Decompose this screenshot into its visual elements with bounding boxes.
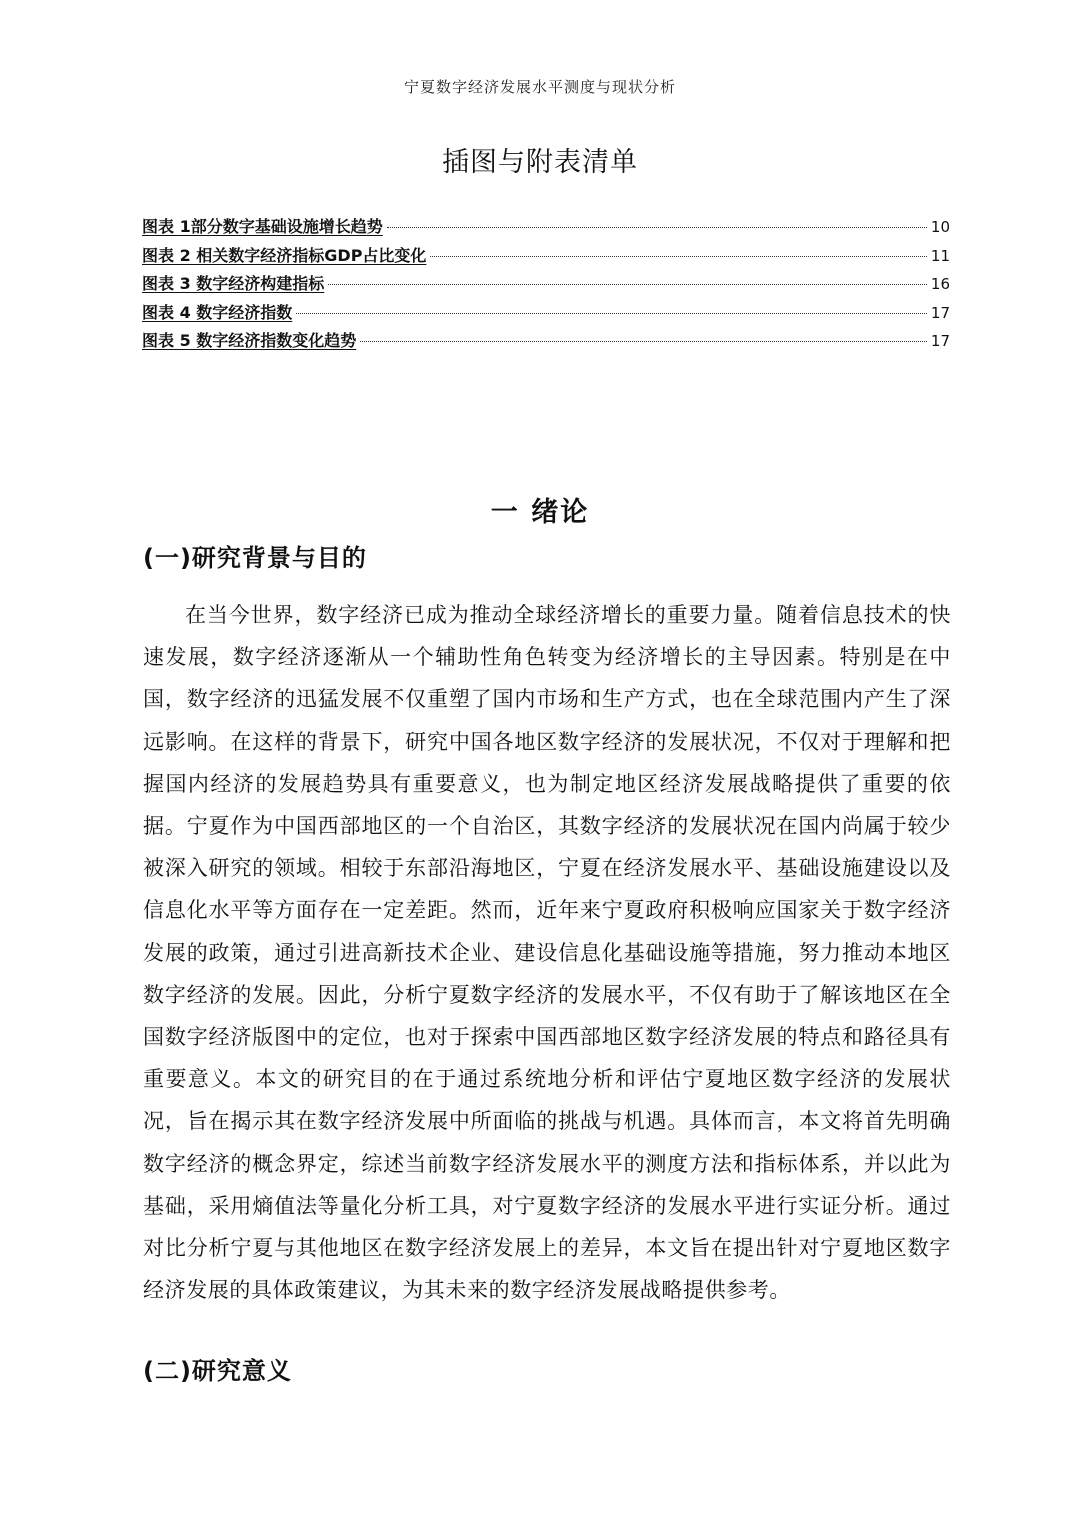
section-heading-significance: (二)研究意义 [143, 1357, 292, 1385]
dot-leader [360, 341, 927, 342]
figure-list-item-label[interactable]: 图表 3 数字经济构建指标 [142, 274, 325, 294]
body-paragraph: 在当今世界，数字经济已成为推动全球经济增长的重要力量。随着信息技术的快速发展，数字经济逐渐从一个辅助性角色转变为经济增长的主导因素。特别是在中国，数字经济的迅猛发展不仅重塑了国内市场和生产方式，也在全球范围内产生了深远影响。在这样的背景下，研究中国各地区数字经济的发展状况，不仅对于理解和把握国内经济的发展趋势具有重要意义，也为制定地区经济发展战略提供了重要的依据。宁夏作为中国西部地区的一个自治区，其数字经济的发展状况在国内尚属于较少被深入研究的领域。相较于东部沿海地区，宁夏在经济发展水平、基础设施建设以及信息化水平等方面存在一定差距。然而，近年来宁夏政府积极响应国家关于数字经济发展的政策，通过引进高新技术企业、建设信息化基础设施等措施，努力推动本地区数字经济的发展。因此，分析宁夏数字经济的发展水平，不仅有助于了解该地区在全国数字经济版图中的定位，也对于探索中国西部地区数字经济发展的特点和路径具有重要意义。本文的研究目的在于通过系统地分析和评估宁夏地区数字经济的发展状况，旨在揭示其在数字经济发展中所面临的挑战与机遇。具体而言，本文将首先明确数字经济的概念界定，综述当前数字经济发展水平的测度方法和指标体系，并以此为基础，采用熵值法等量化分析工具，对宁夏数字经济的发展水平进行实证分析。通过对比分析宁夏与其他地区在数字经济发展上的差异，本文旨在提出针对宁夏地区数字经济发展的具体政策建议，为其未来的数字经济发展战略提供参考。 [143, 603, 951, 1303]
figure-list-item-page: 16 [930, 275, 950, 294]
figure-list-title: 插图与附表清单 [442, 147, 638, 178]
figure-list-item[interactable] [142, 271, 950, 300]
figure-list-item-page: 17 [930, 332, 950, 351]
figure-list-item[interactable] [142, 243, 950, 272]
figure-list-item-label[interactable]: 图表 2 相关数字经济指标GDP占比变化 [142, 245, 427, 265]
section-heading-background: (一)研究背景与目的 [143, 544, 367, 572]
figure-list-item-page: 17 [930, 303, 950, 322]
dot-leader [430, 256, 926, 257]
dot-leader [328, 284, 927, 285]
figure-list-item-page: 11 [930, 246, 950, 265]
figure-list-item[interactable] [142, 300, 950, 329]
figure-list-item-label[interactable]: 图表 5 数字经济指数变化趋势 [142, 331, 357, 351]
running-header: 宁夏数字经济发展水平测度与现状分析 [403, 78, 676, 96]
dot-leader [387, 227, 927, 228]
figure-list-item[interactable] [142, 214, 950, 243]
figure-list-item[interactable] [142, 328, 950, 357]
figure-list-item-page: 10 [930, 218, 950, 236]
chapter-title: 一 绪论 [490, 497, 590, 528]
dot-leader [296, 313, 927, 314]
figure-list-item-label[interactable]: 图表 1部分数字基础设施增长趋势 [142, 217, 383, 236]
figure-list-item-label[interactable]: 图表 4 数字经济指数 [142, 302, 293, 322]
figure-list [142, 214, 950, 357]
